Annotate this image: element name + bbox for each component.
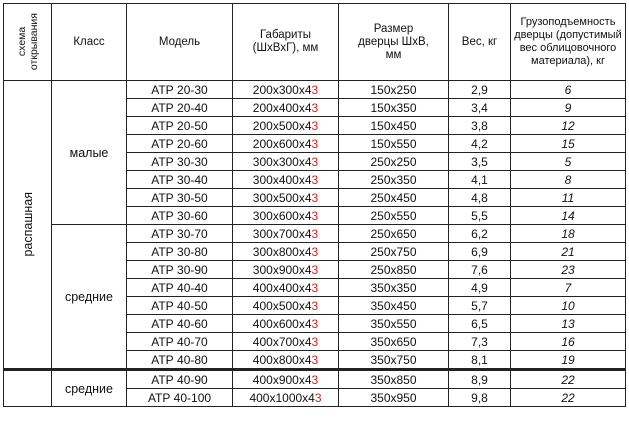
door-size-cell: 250x350 — [339, 171, 449, 189]
door-size-cell: 250x250 — [339, 153, 449, 171]
dimensions-depth-accent: 3 — [311, 298, 319, 313]
header-row — [4, 4, 626, 81]
dimensions-base: 300x700x4 — [252, 226, 312, 241]
dimensions-depth-accent: 3 — [311, 280, 319, 295]
weight-cell: 6,2 — [449, 225, 511, 243]
dimensions-cell — [233, 225, 339, 243]
dimensions-cell — [233, 117, 339, 135]
weight-cell: 4,8 — [449, 189, 511, 207]
model-cell: АТР 30-90 — [127, 261, 233, 279]
dimensions-depth-accent: 3 — [311, 136, 319, 151]
dimensions-cell — [233, 189, 339, 207]
dimensions-cell — [233, 171, 339, 189]
specs-table — [3, 3, 626, 407]
dimensions-cell — [233, 243, 339, 261]
dimensions-base: 400x400x4 — [252, 280, 312, 295]
dimensions-cell — [233, 207, 339, 225]
model-cell: АТР 20-30 — [127, 81, 233, 99]
door-size-cell: 250x450 — [339, 189, 449, 207]
load-cell: 9 — [511, 99, 626, 117]
door-size-cell: 150x550 — [339, 135, 449, 153]
dimensions-base: 400x500x4 — [252, 298, 312, 313]
header-scheme-label: схема открывания — [15, 13, 40, 71]
dimensions-base: 300x300x4 — [252, 154, 312, 169]
model-cell: АТР 40-90 — [127, 370, 233, 389]
door-size-cell: 350x950 — [339, 389, 449, 407]
load-cell: 6 — [511, 81, 626, 99]
dimensions-depth-accent: 3 — [311, 154, 319, 169]
dimensions-cell — [233, 370, 339, 389]
dimensions-cell — [233, 261, 339, 279]
dimensions-base: 400x1000x4 — [249, 390, 315, 405]
header-load-label: Грузоподъемность дверцы (допустимый вес облицовочного материала), кг — [514, 16, 622, 67]
dimensions-depth-accent: 3 — [311, 208, 319, 223]
door-size-cell: 350x650 — [339, 333, 449, 351]
model-cell: АТР 30-80 — [127, 243, 233, 261]
load-cell: 15 — [511, 135, 626, 153]
load-cell: 10 — [511, 297, 626, 315]
dimensions-base: 200x500x4 — [252, 118, 312, 133]
door-size-cell: 150x450 — [339, 117, 449, 135]
dimensions-depth-accent: 3 — [314, 390, 322, 405]
weight-cell: 8,1 — [449, 351, 511, 370]
door-size-cell: 250x650 — [339, 225, 449, 243]
door-size-cell: 350x550 — [339, 315, 449, 333]
dimensions-depth-accent: 3 — [311, 262, 319, 277]
load-cell: 22 — [511, 370, 626, 389]
door-size-cell: 150x350 — [339, 99, 449, 117]
dimensions-depth-accent: 3 — [311, 172, 319, 187]
dimensions-base: 300x900x4 — [252, 262, 312, 277]
dimensions-cell — [233, 297, 339, 315]
header-door-size — [339, 4, 449, 81]
dimensions-depth-accent: 3 — [311, 244, 319, 259]
load-cell: 16 — [511, 333, 626, 351]
model-cell: АТР 30-50 — [127, 189, 233, 207]
dimensions-depth-accent: 3 — [311, 334, 319, 349]
weight-cell: 5,5 — [449, 207, 511, 225]
model-cell: АТР 40-50 — [127, 297, 233, 315]
load-cell: 14 — [511, 207, 626, 225]
header-scheme — [4, 4, 52, 81]
load-cell: 23 — [511, 261, 626, 279]
model-cell: АТР 40-60 — [127, 315, 233, 333]
weight-cell: 5,7 — [449, 297, 511, 315]
dimensions-base: 400x700x4 — [252, 334, 312, 349]
load-cell: 7 — [511, 279, 626, 297]
load-cell: 11 — [511, 189, 626, 207]
model-cell: АТР 20-40 — [127, 99, 233, 117]
load-cell: 13 — [511, 315, 626, 333]
weight-cell: 9,8 — [449, 389, 511, 407]
dimensions-depth-accent: 3 — [311, 100, 319, 115]
table-row — [4, 81, 626, 99]
load-cell: 21 — [511, 243, 626, 261]
dimensions-cell — [233, 333, 339, 351]
header-dimensions — [233, 4, 339, 81]
dimensions-base: 300x600x4 — [252, 208, 312, 223]
dimensions-cell — [233, 315, 339, 333]
weight-cell: 7,6 — [449, 261, 511, 279]
dimensions-cell — [233, 351, 339, 370]
load-cell: 19 — [511, 351, 626, 370]
weight-cell: 3,5 — [449, 153, 511, 171]
load-cell: 22 — [511, 389, 626, 407]
dimensions-depth-accent: 3 — [311, 190, 319, 205]
scheme-label: распашная — [20, 192, 35, 257]
dimensions-cell — [233, 153, 339, 171]
weight-cell: 4,9 — [449, 279, 511, 297]
weight-cell: 7,3 — [449, 333, 511, 351]
weight-cell: 8,9 — [449, 370, 511, 389]
table-body — [4, 81, 626, 407]
dimensions-depth-accent: 3 — [311, 226, 319, 241]
dimensions-base: 400x900x4 — [252, 372, 312, 387]
model-cell: АТР 40-80 — [127, 351, 233, 370]
class-cell: средние — [52, 370, 127, 407]
model-cell: АТР 40-100 — [127, 389, 233, 407]
weight-cell: 4,2 — [449, 135, 511, 153]
door-size-cell: 350x350 — [339, 279, 449, 297]
dimensions-cell — [233, 135, 339, 153]
door-size-cell: 250x550 — [339, 207, 449, 225]
model-cell: АТР 40-70 — [127, 333, 233, 351]
load-cell: 12 — [511, 117, 626, 135]
model-cell: АТР 30-60 — [127, 207, 233, 225]
header-class: Класс — [52, 4, 127, 81]
dimensions-depth-accent: 3 — [311, 316, 319, 331]
door-size-cell: 150x250 — [339, 81, 449, 99]
load-cell: 18 — [511, 225, 626, 243]
dimensions-cell — [233, 279, 339, 297]
header-weight: Вес, кг — [449, 4, 511, 81]
model-cell: АТР 20-60 — [127, 135, 233, 153]
weight-cell: 6,5 — [449, 315, 511, 333]
dimensions-base: 400x800x4 — [252, 352, 312, 367]
dimensions-cell — [233, 389, 339, 407]
specs-table-container — [3, 3, 626, 407]
model-cell: АТР 30-30 — [127, 153, 233, 171]
weight-cell: 3,8 — [449, 117, 511, 135]
model-cell: АТР 30-40 — [127, 171, 233, 189]
dimensions-base: 200x400x4 — [252, 100, 312, 115]
dimensions-depth-accent: 3 — [311, 118, 319, 133]
weight-cell: 2,9 — [449, 81, 511, 99]
dimensions-base: 300x500x4 — [252, 190, 312, 205]
table-row — [4, 225, 626, 243]
dimensions-base: 200x300x4 — [252, 82, 312, 97]
header-load — [511, 4, 626, 81]
weight-cell: 3,4 — [449, 99, 511, 117]
header-model: Модель — [127, 4, 233, 81]
model-cell: АТР 40-40 — [127, 279, 233, 297]
dimensions-depth-accent: 3 — [311, 372, 319, 387]
door-size-cell: 250x850 — [339, 261, 449, 279]
header-dimensions-label: Габариты (ШхВхГ), мм — [252, 29, 319, 54]
model-cell: АТР 20-50 — [127, 117, 233, 135]
dimensions-cell — [233, 81, 339, 99]
weight-cell: 6,9 — [449, 243, 511, 261]
load-cell: 5 — [511, 153, 626, 171]
door-size-cell: 350x850 — [339, 370, 449, 389]
class-cell: средние — [52, 225, 127, 370]
scheme-cell — [4, 81, 52, 370]
dimensions-base: 300x800x4 — [252, 244, 312, 259]
header-door-size-label: Размер дверцы ШхВ, мм — [358, 22, 429, 61]
table-row — [4, 370, 626, 389]
class-cell: малые — [52, 81, 127, 225]
door-size-cell: 350x450 — [339, 297, 449, 315]
dimensions-depth-accent: 3 — [311, 352, 319, 367]
dimensions-cell — [233, 99, 339, 117]
model-cell: АТР 30-70 — [127, 225, 233, 243]
dimensions-base: 400x600x4 — [252, 316, 312, 331]
door-size-cell: 350x750 — [339, 351, 449, 370]
dimensions-base: 300x400x4 — [252, 172, 312, 187]
load-cell: 8 — [511, 171, 626, 189]
dimensions-base: 200x600x4 — [252, 136, 312, 151]
weight-cell: 4,1 — [449, 171, 511, 189]
dimensions-depth-accent: 3 — [311, 82, 319, 97]
scheme-cell — [4, 370, 52, 407]
door-size-cell: 250x750 — [339, 243, 449, 261]
